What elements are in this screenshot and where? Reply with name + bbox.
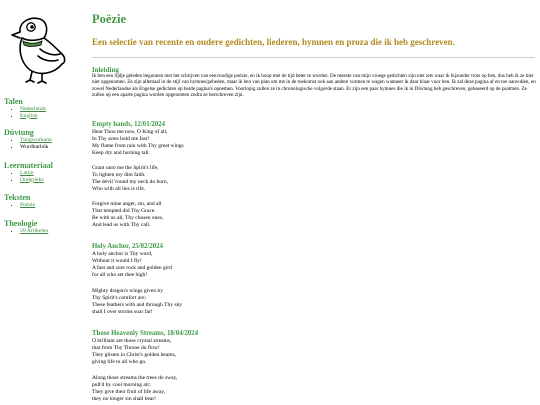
poem-line: Forgive mine anger, sin, and all xyxy=(92,201,162,207)
sidebar-text-wurdharbok: Wurdharbôk xyxy=(20,143,49,150)
header-divider xyxy=(92,57,535,58)
page-title: Poëzie xyxy=(92,12,127,26)
poem-stanza xyxy=(92,375,177,403)
sidebar-link-oudgrieks[interactable]: Oudgrieks xyxy=(20,176,44,183)
sidebar-link-39-artikelen[interactable]: 39 Artikelen xyxy=(20,228,49,234)
sidebar-section-title: Theologie xyxy=(4,219,38,228)
sidebar-section-title: Leermateriaal xyxy=(4,161,53,170)
poem-line: Thy Spirit's comfort are; xyxy=(92,295,146,302)
poem-line: Keep dry and burning tall. xyxy=(92,150,150,157)
poem-line: Without it would I fly! xyxy=(92,258,142,265)
sidebar-section-leermateriaal xyxy=(4,161,53,183)
poem-line: pull'd by cool morning air; xyxy=(92,382,151,389)
poem-stanza xyxy=(92,288,182,316)
poem-stanza xyxy=(92,129,184,157)
sidebar-item-poezie xyxy=(20,202,35,209)
intro-paragraph: Ik ben een tijdje geleden begonnen met het schrijven van eenvoudige poëzie, en ik hoop met de tijd beter te worden. De meeste van mijn vroege gedichten zijn niet iets waar ik bijzonder trots op ben, dus heb ik ze hier niet opgenomen. Ze zijn allemaal in de stijl van hymnes/gebeden, maar ik ben van plan om me in de toekomst ook aan andere vormen te wagen wanneer ik daar klaar voor ben. Ik zal deze pagina af en toe aanvullen, en zowel Nederlandse als Engelse gedichten op beide pagina's opnemen. Voorlopig zullen ze in chronologische volgorde staan. Er zijn een paar hymnes die ik in Dûvtung heb geschreven, gebaseerd op de psalmen. Ze zullen op een aparte pagina worden opgenomen zodra ze herschreven zijn. xyxy=(92,73,536,99)
poem-line: Along those streams the trees do sway, xyxy=(92,375,178,381)
pigeon-logo-icon[interactable] xyxy=(10,14,68,84)
sidebar-link-latijn[interactable]: Latijn xyxy=(20,170,34,176)
sidebar-section-title: Talen xyxy=(4,97,23,106)
poem-heading: Holy Anchor, 25/02/2024 xyxy=(92,243,163,250)
poem-line: A holy anchor is Thy word, xyxy=(92,251,153,257)
poem-line: They give their fruit of life away, xyxy=(92,389,166,396)
poem-heading: Empty hands, 12/01/2024 xyxy=(92,121,166,128)
sidebar-section-teksten xyxy=(4,193,35,209)
sidebar-item-wurdharbok xyxy=(20,144,52,151)
poem-line: they no longer sin shall bear! xyxy=(92,396,156,403)
poem-line: giving life to all who go. xyxy=(92,359,147,366)
poem-line: The devil 'round my neck do burn, xyxy=(92,179,168,186)
poem-line: To lighten my dim faith. xyxy=(92,172,146,179)
sidebar-section-duvtung xyxy=(4,128,52,150)
poem-line: That tempted did Thy Grace. xyxy=(92,208,156,215)
poem-line: My flame from rain with Thy great wings xyxy=(92,143,184,150)
poem-line: These feathers with and through Thy sky xyxy=(92,302,183,309)
poem-line: O brilliant are those crystal streams, xyxy=(92,338,172,344)
poem-line: Mighty dragon's wings given by xyxy=(92,288,163,294)
sidebar-item-39-artikelen xyxy=(20,228,48,235)
sidebar-item-tungwurkanu xyxy=(20,137,52,144)
sidebar-link-nederlands[interactable]: Nederlands xyxy=(20,106,46,112)
sidebar-section-theologie xyxy=(4,219,48,235)
poem-stanza xyxy=(92,338,176,366)
poem-stanza xyxy=(92,251,172,279)
poem-heading: Those Heavenly Streams, 18/04/2024 xyxy=(92,330,198,337)
poem-stanza xyxy=(92,165,168,193)
poem-line: In Thy arms hold me fast! xyxy=(92,136,150,143)
poem-line: Who with all lies is rife. xyxy=(92,186,146,193)
poem-stanza xyxy=(92,201,163,229)
sidebar-section-title: Dûvtung xyxy=(4,128,34,137)
sidebar-item-latijn xyxy=(20,170,53,177)
poem-line: And lead us with Thy call. xyxy=(92,222,151,229)
sidebar-link-poezie[interactable]: Poëzie xyxy=(20,202,36,208)
page-subtitle: Een selectie van recente en oudere gedichten, liederen, hymnen en proza die ik heb geschreven. xyxy=(92,37,455,47)
sidebar-section-title: Teksten xyxy=(4,193,31,202)
sidebar-section-talen xyxy=(4,97,46,119)
sidebar-link-tungwurkanu[interactable]: Tungwurkanu xyxy=(20,137,52,143)
poem-line: Hear Thou me now, O King of all, xyxy=(92,129,168,135)
poem-line: for all who set thee high! xyxy=(92,272,148,279)
intro-heading: Inleiding xyxy=(92,66,119,74)
poem-line: They glisten in Christ's golden beams, xyxy=(92,352,177,359)
poem-line: A fast and sure rock and golden gird xyxy=(92,265,172,272)
sidebar-item-oudgrieks xyxy=(20,177,53,184)
sidebar-item-nederlands xyxy=(20,106,46,113)
sidebar-item-english xyxy=(20,113,46,120)
poem-line: Be with us all, Thy chosen ones, xyxy=(92,215,164,222)
sidebar-link-english[interactable]: English xyxy=(20,112,38,119)
poem-line: shall I over storms soar far! xyxy=(92,309,153,316)
poem-line: that from Thy Throne do flow! xyxy=(92,345,160,352)
poem-line: Grant unto me the Spirit's life, xyxy=(92,165,159,171)
